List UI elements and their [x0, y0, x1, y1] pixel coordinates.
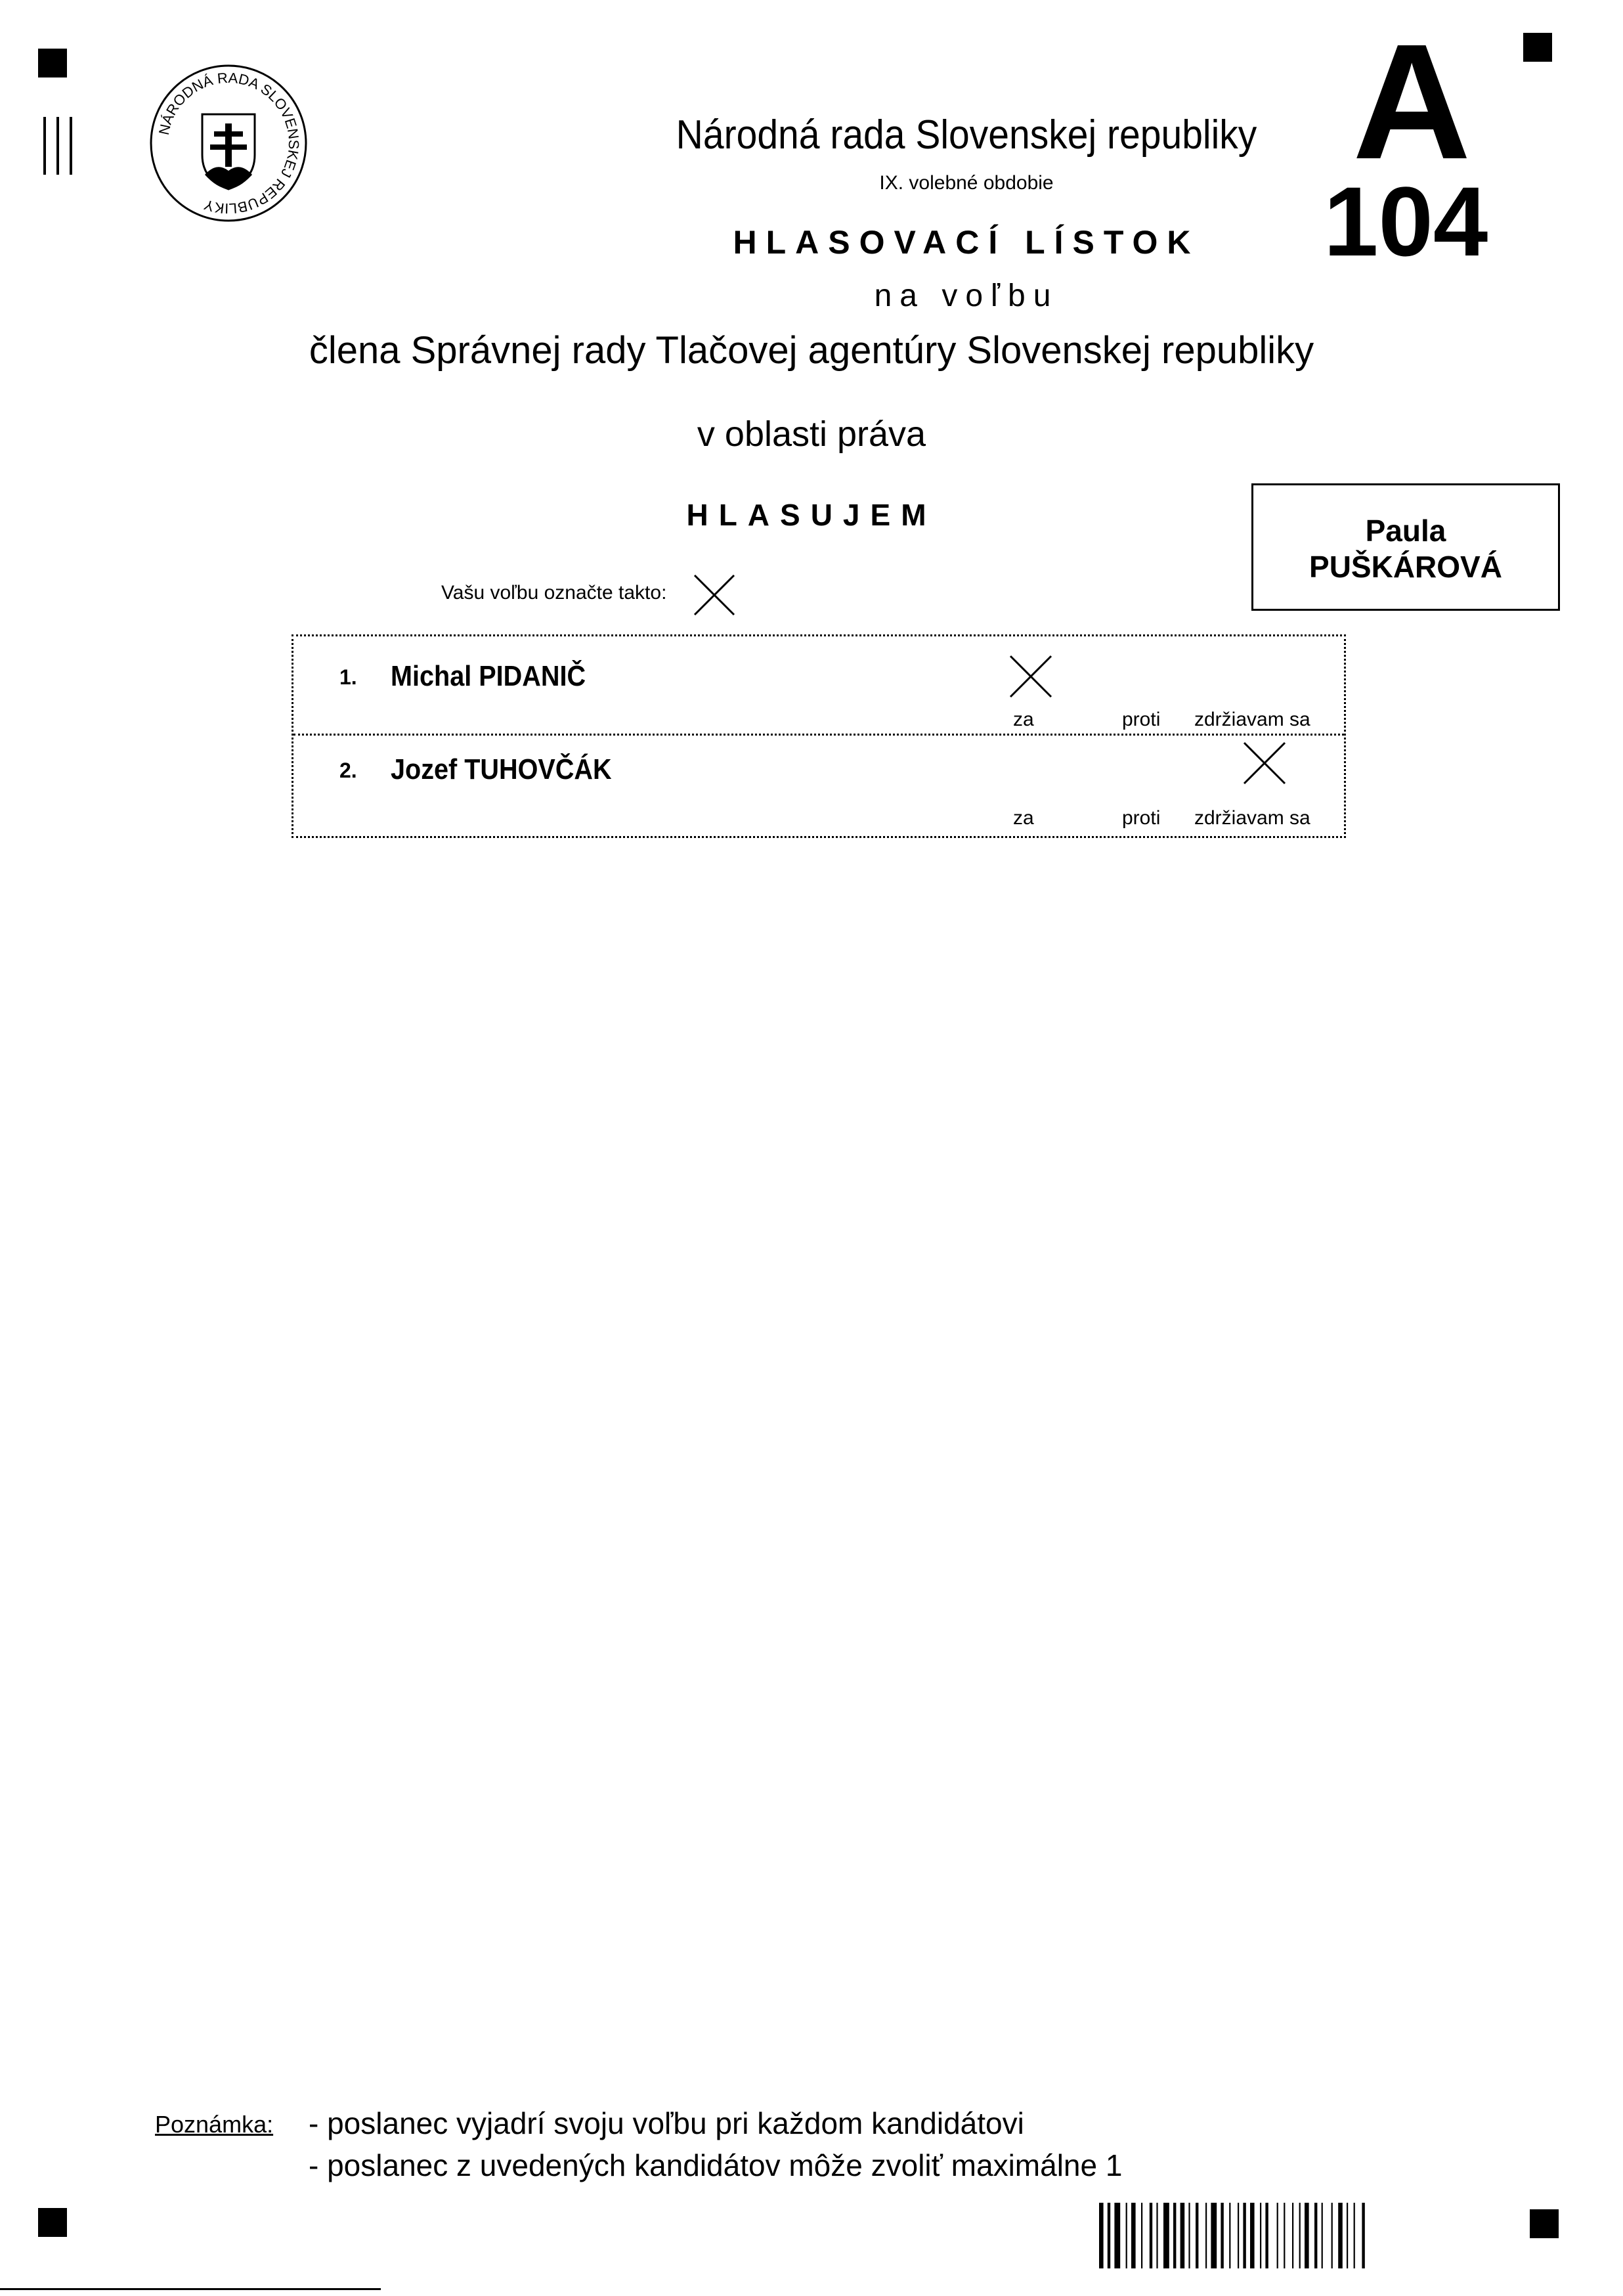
barcode-bar: [1205, 2203, 1207, 2268]
option-proti[interactable]: proti: [1122, 807, 1161, 829]
document-subtitle: na voľbu: [874, 278, 1059, 313]
registration-mark-top-right: [1523, 33, 1552, 62]
registration-mark-top-left: [38, 49, 67, 77]
barcode-bar: [1305, 2203, 1309, 2268]
barcode-bar: [1156, 2203, 1158, 2268]
voter-last-name: PUŠKÁROVÁ: [1309, 550, 1502, 585]
document-title: HLASOVACÍ LÍSTOK: [733, 224, 1200, 261]
note-label: Poznámka:: [155, 2111, 274, 2138]
barcode-bar: [1211, 2203, 1217, 2268]
voter-name-box: [1251, 483, 1560, 611]
barcode-bar: [1331, 2203, 1333, 2268]
vote-cross-icon[interactable]: [1242, 740, 1288, 786]
barcode-bar: [1338, 2203, 1343, 2268]
instruction-text: Vašu voľbu označte takto:: [441, 582, 667, 604]
bottom-rule: [0, 2288, 381, 2290]
barcode-bar: [1354, 2203, 1355, 2268]
barcode-bar: [1314, 2203, 1317, 2268]
cross-mark-icon: [692, 573, 737, 617]
barcode-bar: [1180, 2203, 1185, 2268]
registration-mark-bottom-right: [1530, 2209, 1559, 2238]
barcode-bar: [1099, 2203, 1104, 2268]
barcode-bar: [1108, 2203, 1110, 2268]
barcode-bar: [1238, 2203, 1239, 2268]
ballot-number: 104: [1324, 166, 1488, 276]
barcode-bar: [1284, 2203, 1285, 2268]
barcode-bar: [1221, 2203, 1223, 2268]
barcode-bar: [1229, 2203, 1230, 2268]
candidate-name: Jozef TUHOVČÁK: [391, 753, 612, 785]
barcode-bar: [1126, 2203, 1127, 2268]
candidate-row: [293, 636, 1344, 735]
barcode-bar: [1292, 2203, 1293, 2268]
barcode-bar: [1347, 2203, 1348, 2268]
note-line: - poslanec vyjadrí svoju voľbu pri každom kandidátovi: [309, 2106, 1024, 2140]
timing-bar: [43, 117, 46, 175]
candidates-table: [292, 634, 1346, 838]
option-proti[interactable]: proti: [1122, 709, 1161, 730]
candidate-number: 1.: [339, 665, 357, 689]
institution-name: Národná rada Slovenskej republiky: [676, 112, 1257, 158]
barcode-bar: [1265, 2203, 1268, 2268]
barcode-icon: [1099, 2203, 1467, 2268]
barcode-bar: [1173, 2203, 1176, 2268]
barcode-bar: [1141, 2203, 1142, 2268]
vote-cross-icon[interactable]: [1008, 653, 1054, 699]
barcode-bar: [1299, 2203, 1301, 2268]
barcode-bar: [1277, 2203, 1278, 2268]
candidate-row: [293, 735, 1344, 833]
barcode-bar: [1150, 2203, 1152, 2268]
barcode-bar: [1188, 2203, 1190, 2268]
barcode-bar: [1260, 2203, 1261, 2268]
position-title: člena Správnej rady Tlačovej agentúry Slovenskej republiky: [309, 329, 1314, 372]
barcode-bar: [1250, 2203, 1255, 2268]
voter-first-name: Paula: [1365, 514, 1446, 548]
area-title: v oblasti práva: [697, 414, 926, 454]
barcode-bar: [1362, 2203, 1364, 2268]
barcode-bar: [1163, 2203, 1169, 2268]
option-abstain[interactable]: zdržiavam sa: [1194, 807, 1310, 829]
barcode-bar: [1196, 2203, 1198, 2268]
candidate-number: 2.: [339, 759, 357, 782]
timing-bar: [70, 117, 72, 175]
ballot-letter: A: [1352, 10, 1471, 193]
barcode-bar: [1322, 2203, 1323, 2268]
candidate-name: Michal PIDANIČ: [391, 660, 586, 692]
seal-text: NÁRODNÁ RADA SLOVENSKEJ REPUBLIKY: [155, 69, 303, 217]
barcode-bar: [1131, 2203, 1136, 2268]
barcode-bar: [1114, 2203, 1120, 2268]
term-label: IX. volebné obdobie: [879, 172, 1054, 194]
vote-heading: HLASUJEM: [686, 498, 937, 532]
option-za[interactable]: za: [1013, 709, 1034, 730]
note-line: - poslanec z uvedených kandidátov môže zvoliť maximálne 1: [309, 2148, 1123, 2182]
registration-mark-bottom-left: [38, 2208, 67, 2237]
option-za[interactable]: za: [1013, 807, 1034, 829]
option-abstain[interactable]: zdržiavam sa: [1194, 709, 1310, 730]
barcode-bar: [1243, 2203, 1245, 2268]
timing-bar: [56, 117, 59, 175]
